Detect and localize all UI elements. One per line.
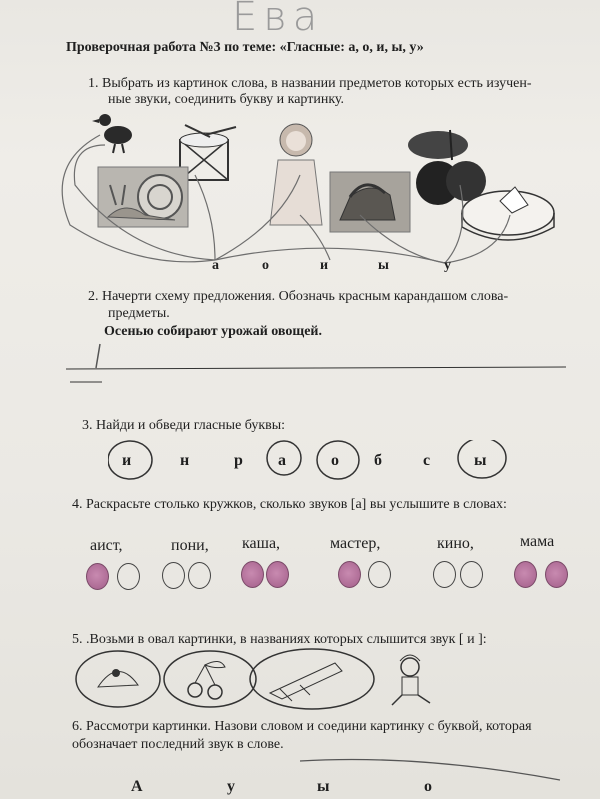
- task4-circle-kasha-1[interactable]: [241, 561, 264, 588]
- task1-number: 1.: [88, 76, 99, 91]
- task5-pictures: [70, 645, 540, 715]
- task6-instruction: [72, 719, 532, 734]
- task6-number: 6.: [72, 719, 83, 734]
- page-title: Проверочная работа №3 по теме: «Гласные: а, о, и, ы, у»: [66, 40, 424, 55]
- task2-sentence: Осенью собирают урожай овощей.: [104, 324, 322, 339]
- task3-letter-3: р: [234, 452, 243, 469]
- task4-instruction: [72, 497, 507, 512]
- handwritten-name: Ева: [232, 0, 324, 40]
- task6-text-line1: Рассмотри картинки. Назови словом и соедини картинку с буквой, которая: [86, 719, 532, 734]
- task1-text-line2: ные звуки, соединить букву и картинку.: [108, 92, 345, 107]
- task4-circle-master-2[interactable]: [368, 561, 391, 588]
- task6-letter-o: о: [424, 778, 432, 795]
- task4-word-5: кино,: [437, 535, 474, 552]
- task2-number: 2.: [88, 289, 99, 304]
- task4-word-6: мама: [520, 533, 555, 550]
- task4-circle-mama-2[interactable]: [545, 561, 568, 588]
- task1-letter-i: и: [320, 258, 329, 273]
- task3-letters: [108, 446, 508, 476]
- task3-letter-2: н: [180, 452, 190, 469]
- task4-word-3: каша,: [242, 535, 281, 552]
- task6-letter-y: ы: [317, 778, 330, 795]
- task4-circle-kino-2[interactable]: [460, 561, 483, 588]
- task6-pencil-line: [0, 756, 600, 799]
- task6-text-line2: обозначает последний звук в слове.: [72, 737, 284, 752]
- task4-circle-aist-1[interactable]: [86, 563, 109, 590]
- task4-circle-mama-1[interactable]: [514, 561, 537, 588]
- task3-letter-6: б: [374, 452, 382, 469]
- task5-text: .Возьми в овал картинки, в названиях которых слышится звук [ и ]:: [86, 632, 487, 647]
- task3-text: Найди и обведи гласные буквы:: [96, 418, 286, 433]
- task4-circle-kasha-2[interactable]: [266, 561, 289, 588]
- task3-letter-1: и: [122, 452, 132, 469]
- task4-number: 4.: [72, 497, 83, 512]
- task1-letter-y: ы: [378, 258, 389, 273]
- task2-scheme-lines: [60, 340, 580, 390]
- task4-word-1: аист,: [90, 537, 123, 554]
- task1-letter-o: о: [262, 258, 269, 273]
- task4-word-4: мастер,: [330, 535, 381, 552]
- task1-letter-a: а: [212, 258, 219, 273]
- task3-instruction: [82, 418, 285, 433]
- task4-circle-master-1[interactable]: [338, 561, 361, 588]
- task3-letter-4: а: [278, 452, 286, 469]
- task3-letter-5: о: [331, 452, 339, 469]
- task2-text-line2: предметы.: [108, 306, 170, 321]
- task3-letter-7: с: [423, 452, 431, 469]
- task1-instruction: [88, 76, 532, 91]
- plums-picture: [408, 130, 486, 205]
- snail-picture: [98, 167, 188, 227]
- task4-circle-poni-2[interactable]: [188, 562, 211, 589]
- duck-picture: [92, 114, 132, 153]
- task2-text-line1: Начерти схему предложения. Обозначь красным карандашом слова-: [102, 289, 509, 304]
- task4-word-2: пони,: [171, 537, 209, 554]
- task4-circle-poni-1[interactable]: [162, 562, 185, 589]
- task3-circles: [108, 440, 508, 480]
- task6-letter-a: А: [131, 778, 143, 795]
- task1-letter-u: у: [444, 258, 451, 273]
- clown-picture: [392, 655, 430, 705]
- task1-text-line1: Выбрать из картинок слова, в названии предметов которых есть изучен-: [102, 76, 532, 91]
- task5-number: 5.: [72, 632, 83, 647]
- cherries-picture: [164, 651, 256, 707]
- iron-picture: [330, 172, 410, 232]
- task4-text: Раскрасьте столько кружков, сколько звуков [а] вы услышите в словах:: [86, 497, 507, 512]
- task1-pictures: [0, 105, 600, 275]
- hat-picture: [76, 651, 160, 707]
- task4-circle-aist-2[interactable]: [117, 563, 140, 590]
- task3-letter-8: ы: [474, 452, 487, 469]
- task2-instruction: [88, 289, 508, 304]
- task3-number: 3.: [82, 418, 93, 433]
- saw-picture: [250, 649, 374, 709]
- task4-circle-kino-1[interactable]: [433, 561, 456, 588]
- task6-letter-u: у: [227, 778, 235, 795]
